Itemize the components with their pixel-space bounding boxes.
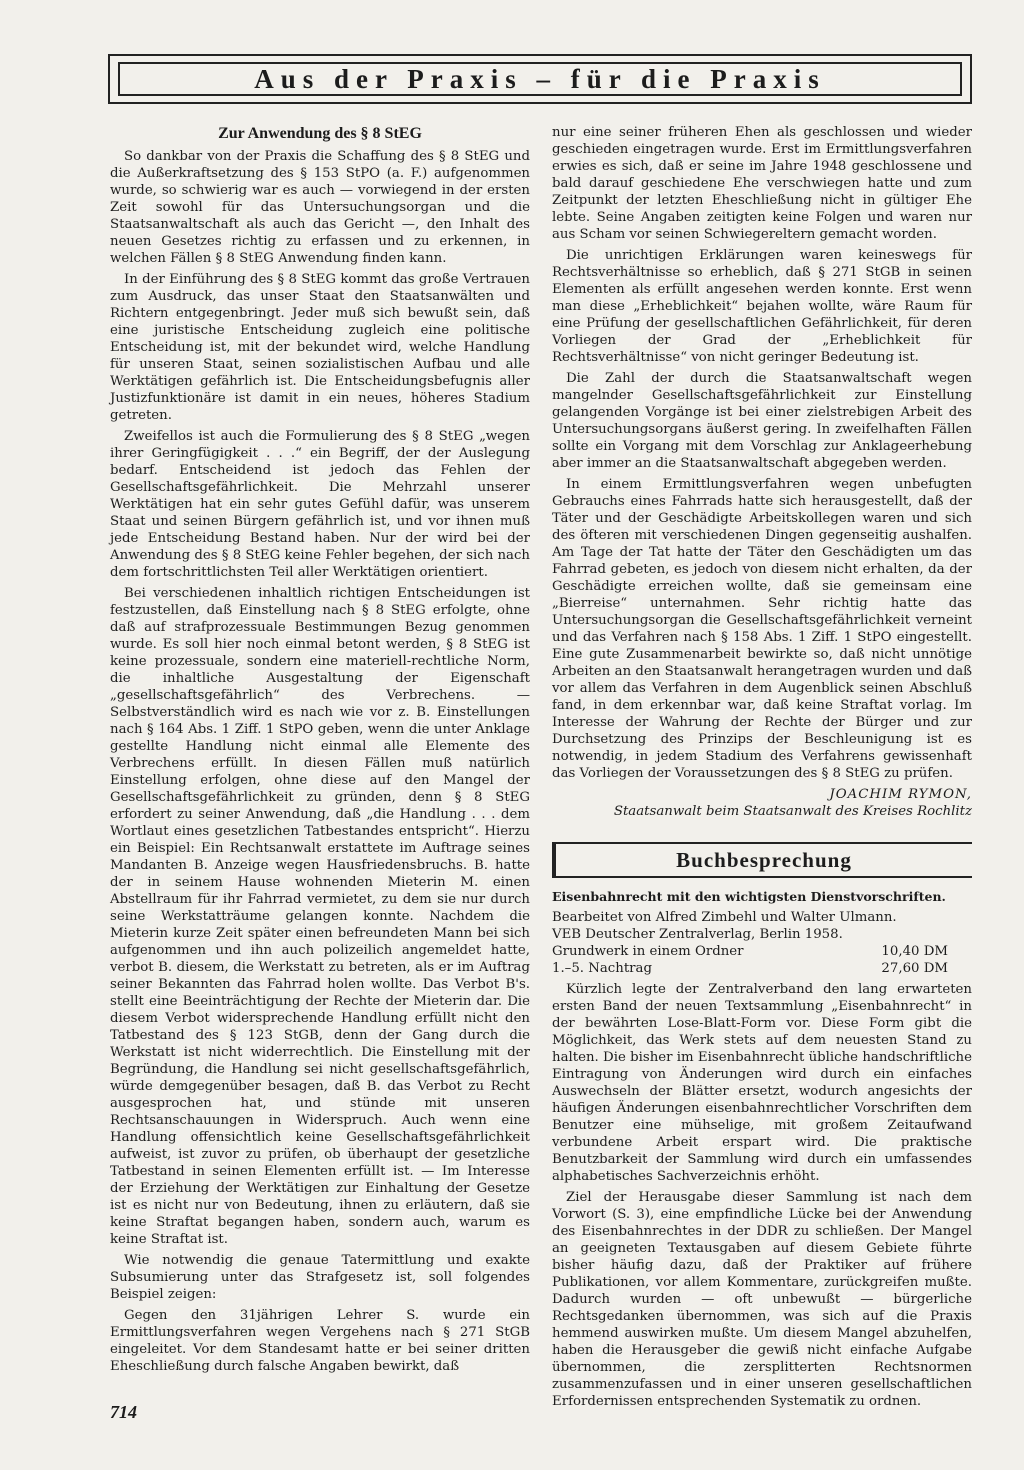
left-column: [110, 124, 530, 1379]
page-number: 714: [110, 1402, 137, 1422]
book-editors: Bearbeitet von Alfred Zimbehl und Walter Ulmann.: [552, 910, 897, 925]
article-paragraph: Wie notwendig die genaue Tatermittlung und exakte Subsumierung unter das Strafgesetz ist, soll folgendes Beispiel zeigen:: [110, 1253, 530, 1302]
review-paragraph: Ziel der Herausgabe dieser Sammlung ist nach dem Vorwort (S. 3), eine empfindliche Lücke bei der Anwendung des Eisenbahnrechtes in der DDR zu schließen. Der Mangel an geeigneten Textausgaben auf diesem Gebiete führte bisher häufig dazu, daß der Praktiker auf frühere Publikationen, vor allem Kommentare, zurückgreifen mußte. Dadurch wurden — oft unbewußt — bürgerliche Rechtsgedanken übernommen, was sich auf die Praxis hemmend auswirken mußte. Um diesem Mangel abzuhelfen, haben die Herausgeber die gewiß nicht einfache Aufgabe übernommen, die zersplitterten Rechtsnormen zusammenzufassen und in einer unseren gesellschaftlichen Erfordernissen entsprechenden Systematik zu ordnen.: [552, 1190, 972, 1409]
price-item: 1.–5. Nachtrag: [552, 961, 652, 976]
article-paragraph: So dankbar von der Praxis die Schaffung des § 8 StEG und die Außerkraftsetzung des § 153 StPO (a. F.) aufgenommen wurde, so schwierig war es auch — vorwiegend in der ersten Zeit sowohl für das Untersuchungsorgan und die Staatsanwaltschaft als auch das Gericht —, den Inhalt des neuen Gesetzes richtig zu erfassen und zu erkennen, in welchen Fällen § 8 StEG Anwendung finden kann.: [110, 149, 530, 266]
price-row: [552, 943, 972, 960]
article-paragraph: nur eine seiner früheren Ehen als geschlossen und wieder geschieden eingetragen wurde. Erst im Ermittlungsverfahren erwies es sich, daß er seine im Jahre 1948 geschlossene und bald darauf geschiedene Ehe verschwiegen hatte und zum Zeitpunkt der letzten Eheschließung nicht in gültiger Ehe lebte. Seine Angaben zeitigten keine Folgen und waren nur aus Scham vor seinen Schwiegereltern gemacht worden.: [552, 125, 972, 242]
review-paragraph: Kürzlich legte der Zentralverband den lang erwarteten ersten Band der neuen Textsammlung „Eisenbahnrecht“ in der bewährten Lose-Blatt-Form vor. Diese Form gibt die Möglichkeit, das Werk stets auf dem neuesten Stand zu halten. Die bisher im Eisenbahnrecht übliche handschriftliche Eintragung von Änderungen wird durch ein einfaches Auswechseln der Blätter ersetzt, wodurch angesichts der häufigen Änderungen eisenbahnrechtlicher Vorschriften dem Benutzer eine mühselige, mit großem Zeitaufwand verbundene Arbeit erspart wird. Die praktische Benutzbarkeit der Sammlung wird durch ein umfassendes alphabetisches Sachverzeichnis erhöht.: [552, 982, 972, 1184]
article-paragraph: Die Zahl der durch die Staatsanwaltschaft wegen mangelnder Gesellschaftsgefährlichkeit zur Einstellung gelangenden Vorgänge ist bei einer zielstrebigen Arbeit des Untersuchungsorgans äußerst gering. In zweifelhaften Fällen sollte ein Vorgang mit dem Vorschlag zur Anklageerhebung aber immer an die Staatsanwaltschaft abgegeben werden.: [552, 371, 972, 471]
section-banner: [108, 54, 972, 104]
price-value: 10,40 DM: [881, 944, 948, 959]
article-paragraph: Zweifellos ist auch die Formulierung des § 8 StEG „wegen ihrer Geringfügigkeit . . .“ ein Begriff, der der Auslegung bedarf. Entscheidend ist jedoch das Fehlen der Gesellschaftsgefährlichkeit. Die Mehrzahl unserer Werktätigen hat ein sehr gutes Gefühl dafür, was unserem Staat und seinen Bürgern gefährlich ist, und vor ihnen muß jede Entscheidung Bestand haben. Nur der wird bei der Anwendung des § 8 StEG keine Fehler begehen, der sich nach dem fortschrittlichsten Teil aller Werktätigen orientiert.: [110, 429, 530, 580]
article-paragraph: In der Einführung des § 8 StEG kommt das große Vertrauen zum Ausdruck, das unser Staat den Staatsanwälten und Richtern entgegenbringt. Jeder muß sich bewußt sein, daß eine juristische Entscheidung zugleich eine politische Entscheidung ist, mit der bekundet wird, welche Handlung für unseren Staat, seinen sozialistischen Aufbau und alle Werktätigen gefährlich ist. Die Entscheidungsbefugnis aller Justizfunktionäre ist damit in ein neues, höheres Stadium getreten.: [110, 272, 530, 423]
article-paragraph: In einem Ermittlungsverfahren wegen unbefugten Gebrauchs eines Fahrrads hatte sich herausgestellt, daß der Täter und der Geschädigte Arbeitskollegen waren und sich des öfteren mit verschiedenen Dingen gegenseitig aushalfen. Am Tage der Tat hatte der Täter den Geschädigten um das Fahrrad gebeten, es jedoch von diesem nicht erhalten, da der Geschädigte erreichen wollte, daß sie gemeinsam eine „Bierreise“ unternahmen. Sehr richtig hatte das Untersuchungsorgan die Gesellschaftsgefährlichkeit verneint und das Verfahren nach § 158 Abs. 1 Ziff. 1 StPO eingestellt. Eine gute Zusammenarbeit bewirkte so, daß nicht unnötige Arbeiten an den Staatsanwalt herangetragen wurden und daß vor allem das Verfahren in dem Augenblick seinen Abschluß fand, in dem erkennbar war, daß keine Straftat vorlag. Im Interesse der Wahrung der Rechte der Bürger und zur Durchsetzung des Prinzips der Beschleunigung ist es notwendig, in jedem Stadium des Verfahrens gewissenhaft das Vorliegen der Voraussetzungen des § 8 StEG zu prüfen.: [552, 477, 972, 781]
section-banner-inner: [118, 62, 962, 96]
price-item: Grundwerk in einem Ordner: [552, 944, 744, 959]
price-value: 27,60 DM: [881, 961, 948, 976]
book-publisher: VEB Deutscher Zentralverlag, Berlin 1958.: [552, 927, 843, 942]
article-paragraph: Die unrichtigen Erklärungen waren keineswegs für Rechtsverhältnisse so erheblich, daß § 271 StGB in seinen Elementen als erfüllt angesehen werden konnte. Erst wenn man diese „Erheblichkeit“ bejahen wollte, wäre Raum für eine Prüfung der gesellschaftlichen Gefährlichkeit, für deren Vorliegen der Grad der „Erheblichkeit für Rechtsverhältnisse“ von nicht geringer Bedeutung ist.: [552, 248, 972, 365]
article-heading: Zur Anwendung des § 8 StEG: [218, 125, 422, 142]
article-signature: [552, 786, 972, 820]
review-heading-box: [552, 842, 972, 878]
article-paragraph: Gegen den 31jährigen Lehrer S. wurde ein Ermittlungsverfahren wegen Vergehens nach § 271 StGB eingeleitet. Vor dem Standesamt hatte er bei seiner dritten Eheschließung durch falsche Angaben bewirkt, daß: [110, 1308, 530, 1374]
article-paragraph: Bei verschiedenen inhaltlich richtigen Entscheidungen ist festzustellen, daß Einstellung nach § 8 StEG erfolgte, ohne daß auf strafprozessuale Bestimmungen Bezug genommen wurde. Es soll hier noch einmal betont werden, § 8 StEG ist keine prozessuale, sondern eine materiell-rechtliche Norm, die inhaltliche Ausgestaltung der Eigenschaft „gesellschaftsgefährlich“ des Verbrechens. — Selbstverständlich wird es nach wie vor z. B. Einstellungen nach § 164 Abs. 1 Ziff. 1 StPO geben, wenn die unter Anklage gestellte Handlung nicht einmal alle Elemente des Verbrechens erfüllt. In diesen Fällen muß natürlich Einstellung erfolgen, ohne diese auf den Mangel der Gesellschaftsgefährlichkeit zu gründen, denn § 8 StEG erfordert zu seiner Anwendung, daß „die Handlung . . . dem Wortlaut eines gesetzlichen Tatbestandes entspricht“. Hierzu ein Beispiel: Ein Rechtsanwalt erstattete im Auftrage seines Mandanten B. Anzeige wegen Hausfriedensbruchs. B. hatte der in seinem Hause wohnenden Mieterin M. einen Abstellraum für ihr Fahrrad vermietet, zu dem sie nur durch seine Werkstatträume gelangen konnte. Nachdem die Mieterin kurze Zeit später einen befreundeten Mann bei sich aufgenommen und ihn auch polizeilich angemeldet hatte, verbot B. diesem, die Werkstatt zu betreten, als er im Auftrag seiner Bekannten das Fahrrad holen wollte. Das Verbot B's. stellt eine Beeinträchtigung der Rechte der Mieterin dar. Die diesem Verbot widersprechende Handlung erfüllt nicht den Tatbestand des § 123 StGB, denn der Gang durch die Werkstatt ist nicht widerrechtlich. Die Einstellung mit der Begründung, die Handlung sei nicht gesellschaftsgefährlich, würde demgegenüber besagen, daß B. das Verbot zu Recht ausgesprochen hat, und stünde mit unseren Rechtsanschauungen in Widerspruch. Auch wenn eine Handlung offensichtlich keine Gesellschaftsgefährlichkeit aufweist, ist zuvor zu prüfen, ob überhaupt der gesetzliche Tatbestand in seinen Elementen erfüllt ist. — Im Interesse der Erziehung der Werktätigen zur Einhaltung der Gesetze ist es nicht nur von Bedeutung, ihnen zu erläutern, daß sie keine Straftat begangen haben, sondern auch, warum es keine Straftat ist.: [110, 586, 530, 1247]
right-column: [552, 124, 972, 1414]
price-row: [552, 960, 972, 977]
author-role: Staatsanwalt beim Staatsanwalt des Kreises Rochlitz: [613, 804, 972, 819]
author-name: JOACHIM RYMON,: [829, 787, 972, 802]
review-section-title: Buchbesprechung: [676, 847, 852, 872]
book-title: Eisenbahnrecht mit den wichtigsten Dienstvorschriften.: [552, 889, 946, 904]
section-title: Aus der Praxis – für die Praxis: [254, 63, 826, 94]
